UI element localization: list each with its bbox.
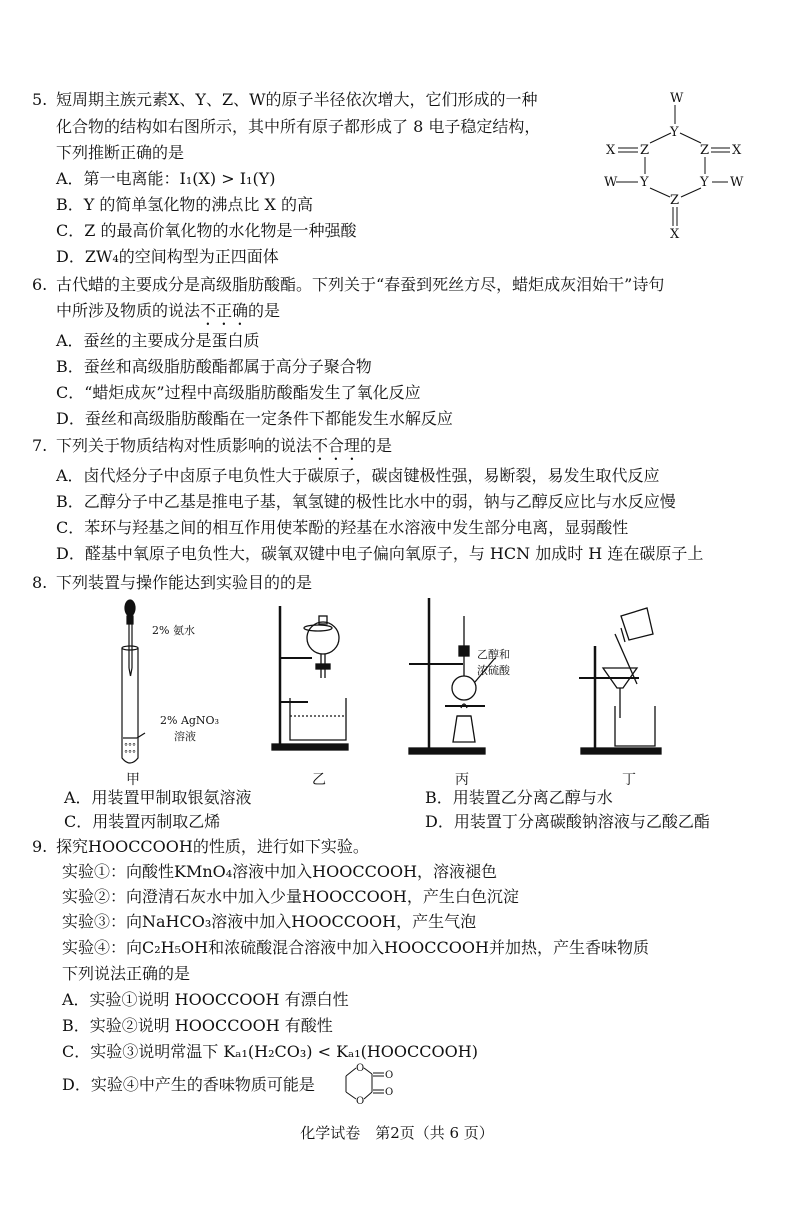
ring-oxygen-bottom: O bbox=[356, 1096, 365, 1106]
atom-z-bottom: Z bbox=[670, 193, 680, 208]
q7-stem-c: 的是 bbox=[360, 436, 393, 455]
label-jia: 甲 bbox=[126, 772, 140, 788]
svg-text:°°°: °°° bbox=[124, 742, 136, 751]
q7-number: 7. bbox=[32, 436, 48, 455]
q5-option-c: C．Z 的最高价氧化物的水化物是一种强酸 bbox=[56, 221, 357, 240]
carbonyl-oxygen-bottom: O bbox=[385, 1087, 394, 1098]
q9-experiment-1: 实验①：向酸性KMnO₄溶液中加入HOOCCOOH，溶液褪色 bbox=[62, 862, 498, 881]
atom-y-right: Y bbox=[700, 175, 709, 190]
q5-stem-line2: 化合物的结构如右图所示，其中所有原子都形成了 8 电子稳定结构， bbox=[56, 117, 541, 136]
q8-option-b: B．用装置乙分离乙醇与水 bbox=[425, 788, 613, 807]
q6-number: 6. bbox=[32, 275, 48, 294]
q5-option-d: D．ZW₄的空间构型为正四面体 bbox=[56, 247, 279, 266]
q9-option-d: D．实验④中产生的香味物质可能是 bbox=[62, 1075, 315, 1094]
atom-w-right: W bbox=[730, 175, 744, 190]
svg-text:°°°: °°° bbox=[124, 749, 136, 758]
q5-stem-line1: 短周期主族元素X、Y、Z、W的原子半径依次增大，它们形成的一种 bbox=[56, 90, 538, 109]
q7-option-c: C．苯环与羟基之间的相互作用使苯酚的羟基在水溶液中发生部分电离，显弱酸性 bbox=[56, 518, 629, 537]
q6-option-b: B．蚕丝和高级脂肪酸酯都属于高分子聚合物 bbox=[56, 357, 372, 376]
apparatus-bing bbox=[405, 598, 535, 768]
label-conc-acid: 浓硫酸 bbox=[477, 664, 510, 677]
q7-stem-emphasis: 不合理 bbox=[312, 436, 361, 455]
q6-option-d: D．蚕丝和高级脂肪酸酯在一定条件下都能发生水解反应 bbox=[56, 409, 453, 428]
q7-option-b: B．乙醇分子中乙基是推电子基，氧氢键的极性比水中的弱，钠与乙醇反应比与水反应慢 bbox=[56, 492, 676, 511]
q6-stem-line2 bbox=[56, 301, 280, 329]
atom-z-left: Z bbox=[640, 143, 650, 158]
q7-stem-a: 下列关于物质结构对性质影响的说法 bbox=[56, 436, 313, 455]
q7-stem bbox=[56, 436, 392, 464]
q8-stem: 下列装置与操作能达到实验目的的是 bbox=[56, 573, 313, 592]
q9-ask: 下列说法正确的是 bbox=[62, 964, 191, 983]
q7-option-a: A．卤代烃分子中卤原子电负性大于碳原子，碳卤键极性强，易断裂，易发生取代反应 bbox=[56, 466, 660, 485]
q6-stem2-c: 的是 bbox=[248, 301, 281, 320]
label-bing: 丙 bbox=[455, 772, 469, 788]
q9-experiment-3: 实验③：向NaHCO₃溶液中加入HOOCCOOH，产生气泡 bbox=[62, 912, 477, 931]
page-footer: 化学试卷 第2页（共 6 页） bbox=[300, 1124, 494, 1142]
apparatus-ding bbox=[575, 598, 695, 758]
q6-stem-line1: 古代蜡的主要成分是高级脂肪酸酯。下列关于“春蚕到死丝方尽，蜡炬成灰泪始干”诗句 bbox=[56, 275, 665, 294]
q5-stem-line3: 下列推断正确的是 bbox=[56, 143, 185, 162]
q9-cyclic-ester-structure bbox=[338, 1062, 398, 1106]
q6-option-c: C．“蜡炬成灰”过程中高级脂肪酸酯发生了氧化反应 bbox=[56, 383, 421, 402]
atom-w-left: W bbox=[604, 175, 618, 190]
ring-oxygen-top: O bbox=[356, 1063, 365, 1074]
carbonyl-oxygen-top: O bbox=[385, 1070, 394, 1081]
q5-number: 5. bbox=[32, 90, 48, 109]
q8-option-d: D．用装置丁分离碳酸钠溶液与乙酸乙酯 bbox=[425, 812, 710, 831]
label-ammonia: 2% 氨水 bbox=[152, 624, 195, 637]
label-solution: 溶液 bbox=[174, 730, 196, 743]
q9-experiment-4: 实验④：向C₂H₅OH和浓硫酸混合溶液中加入HOOCCOOH并加热，产生香味物质 bbox=[62, 938, 649, 957]
atom-x-left: X bbox=[606, 143, 616, 158]
label-ethanol: 乙醇和 bbox=[477, 648, 510, 661]
q9-option-b: B．实验②说明 HOOCCOOH 有酸性 bbox=[62, 1016, 333, 1035]
q8-number: 8. bbox=[32, 573, 48, 592]
label-ding: 丁 bbox=[622, 772, 636, 788]
atom-y-top: Y bbox=[670, 125, 679, 140]
atom-w-top: W bbox=[670, 91, 684, 106]
atom-y-left: Y bbox=[640, 175, 649, 190]
q9-stem: 探究HOOCCOOH的性质，进行如下实验。 bbox=[56, 837, 369, 856]
atom-z-right: Z bbox=[700, 143, 710, 158]
apparatus-jia bbox=[100, 598, 250, 778]
q9-option-c: C．实验③说明常温下 Kₐ₁(H₂CO₃) < Kₐ₁(HOOCCOOH) bbox=[62, 1042, 478, 1061]
atom-x-right: X bbox=[732, 143, 742, 158]
apparatus-yi bbox=[268, 598, 368, 758]
q9-number: 9. bbox=[32, 837, 48, 856]
q5-option-a: A．第一电离能：I₁(X) > I₁(Y) bbox=[56, 169, 276, 188]
label-yi: 乙 bbox=[312, 772, 326, 788]
q6-stem2-a: 中所涉及物质的说法 bbox=[56, 301, 201, 320]
atom-x-bottom: X bbox=[670, 227, 680, 242]
q8-option-a: A．用装置甲制取银氨溶液 bbox=[64, 788, 252, 807]
q8-option-c: C．用装置丙制取乙烯 bbox=[64, 812, 221, 831]
label-agno3: 2% AgNO₃ bbox=[160, 714, 219, 727]
q6-option-a: A．蚕丝的主要成分是蛋白质 bbox=[56, 331, 260, 350]
q5-structure-diagram bbox=[600, 86, 760, 246]
q9-option-a: A．实验①说明 HOOCCOOH 有漂白性 bbox=[62, 990, 349, 1009]
q9-experiment-2: 实验②：向澄清石灰水中加入少量HOOCCOOH，产生白色沉淀 bbox=[62, 887, 519, 906]
q7-option-d: D．醛基中氧原子电负性大，碳氧双键中电子偏向氧原子，与 HCN 加成时 H 连在碳原子上 bbox=[56, 544, 704, 563]
q5-option-b: B．Y 的简单氢化物的沸点比 X 的高 bbox=[56, 195, 313, 214]
q6-stem2-emphasis: 不正确 bbox=[200, 301, 249, 320]
